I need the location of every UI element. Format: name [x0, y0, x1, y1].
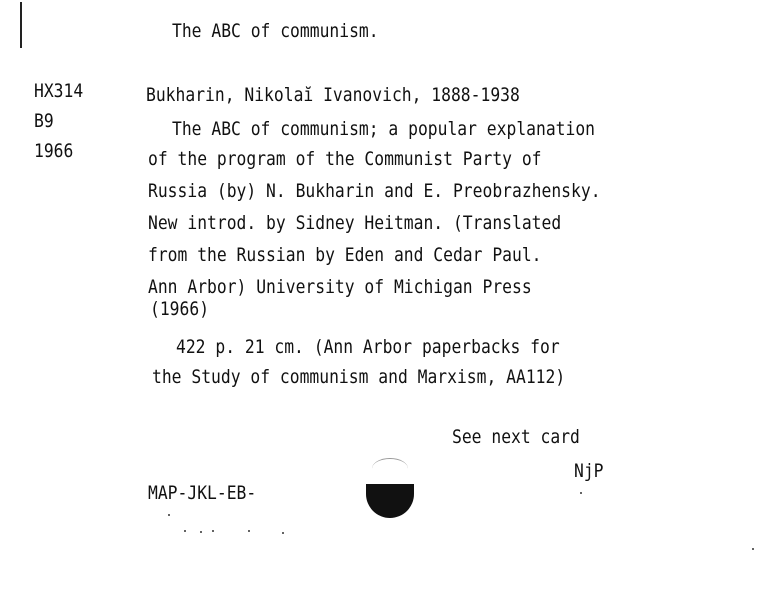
speck	[212, 530, 214, 532]
body-line: Russia (by) N. Bukharin and E. Preobrazhensky.	[148, 180, 601, 202]
tracing-code: MAP-JKL-EB-	[148, 482, 257, 504]
speck	[580, 492, 582, 494]
speck	[200, 531, 202, 533]
collation-line: the Study of communism and Marxism, AA112)	[152, 366, 566, 388]
see-next-card: See next card	[452, 426, 580, 448]
body-line: The ABC of communism; a popular explanation	[172, 118, 596, 140]
body-line: of the program of the Communist Party of	[148, 148, 542, 170]
body-line: (1966)	[150, 298, 210, 320]
speck	[168, 514, 170, 516]
left-margin-mark	[20, 2, 22, 48]
speck	[184, 530, 186, 532]
library-code: NjP	[574, 460, 604, 482]
speck	[248, 530, 250, 532]
call-number-year: 1966	[34, 140, 74, 162]
collation-line: 422 p. 21 cm. (Ann Arbor paperbacks for	[176, 336, 560, 358]
speck	[752, 548, 754, 550]
punch-hole-outline	[372, 458, 408, 479]
punch-hole	[366, 484, 414, 518]
body-line: Ann Arbor) University of Michigan Press	[148, 276, 532, 298]
body-line: New introd. by Sidney Heitman. (Translated	[148, 212, 562, 234]
main-entry: Bukharin, Nikolaĭ Ivanovich, 1888-1938	[146, 84, 520, 106]
body-line: from the Russian by Eden and Cedar Paul.	[148, 244, 542, 266]
heading-title: The ABC of communism.	[172, 20, 379, 42]
speck	[282, 532, 284, 534]
call-number-cutter: B9	[34, 110, 54, 132]
call-number-class: HX314	[34, 80, 84, 102]
